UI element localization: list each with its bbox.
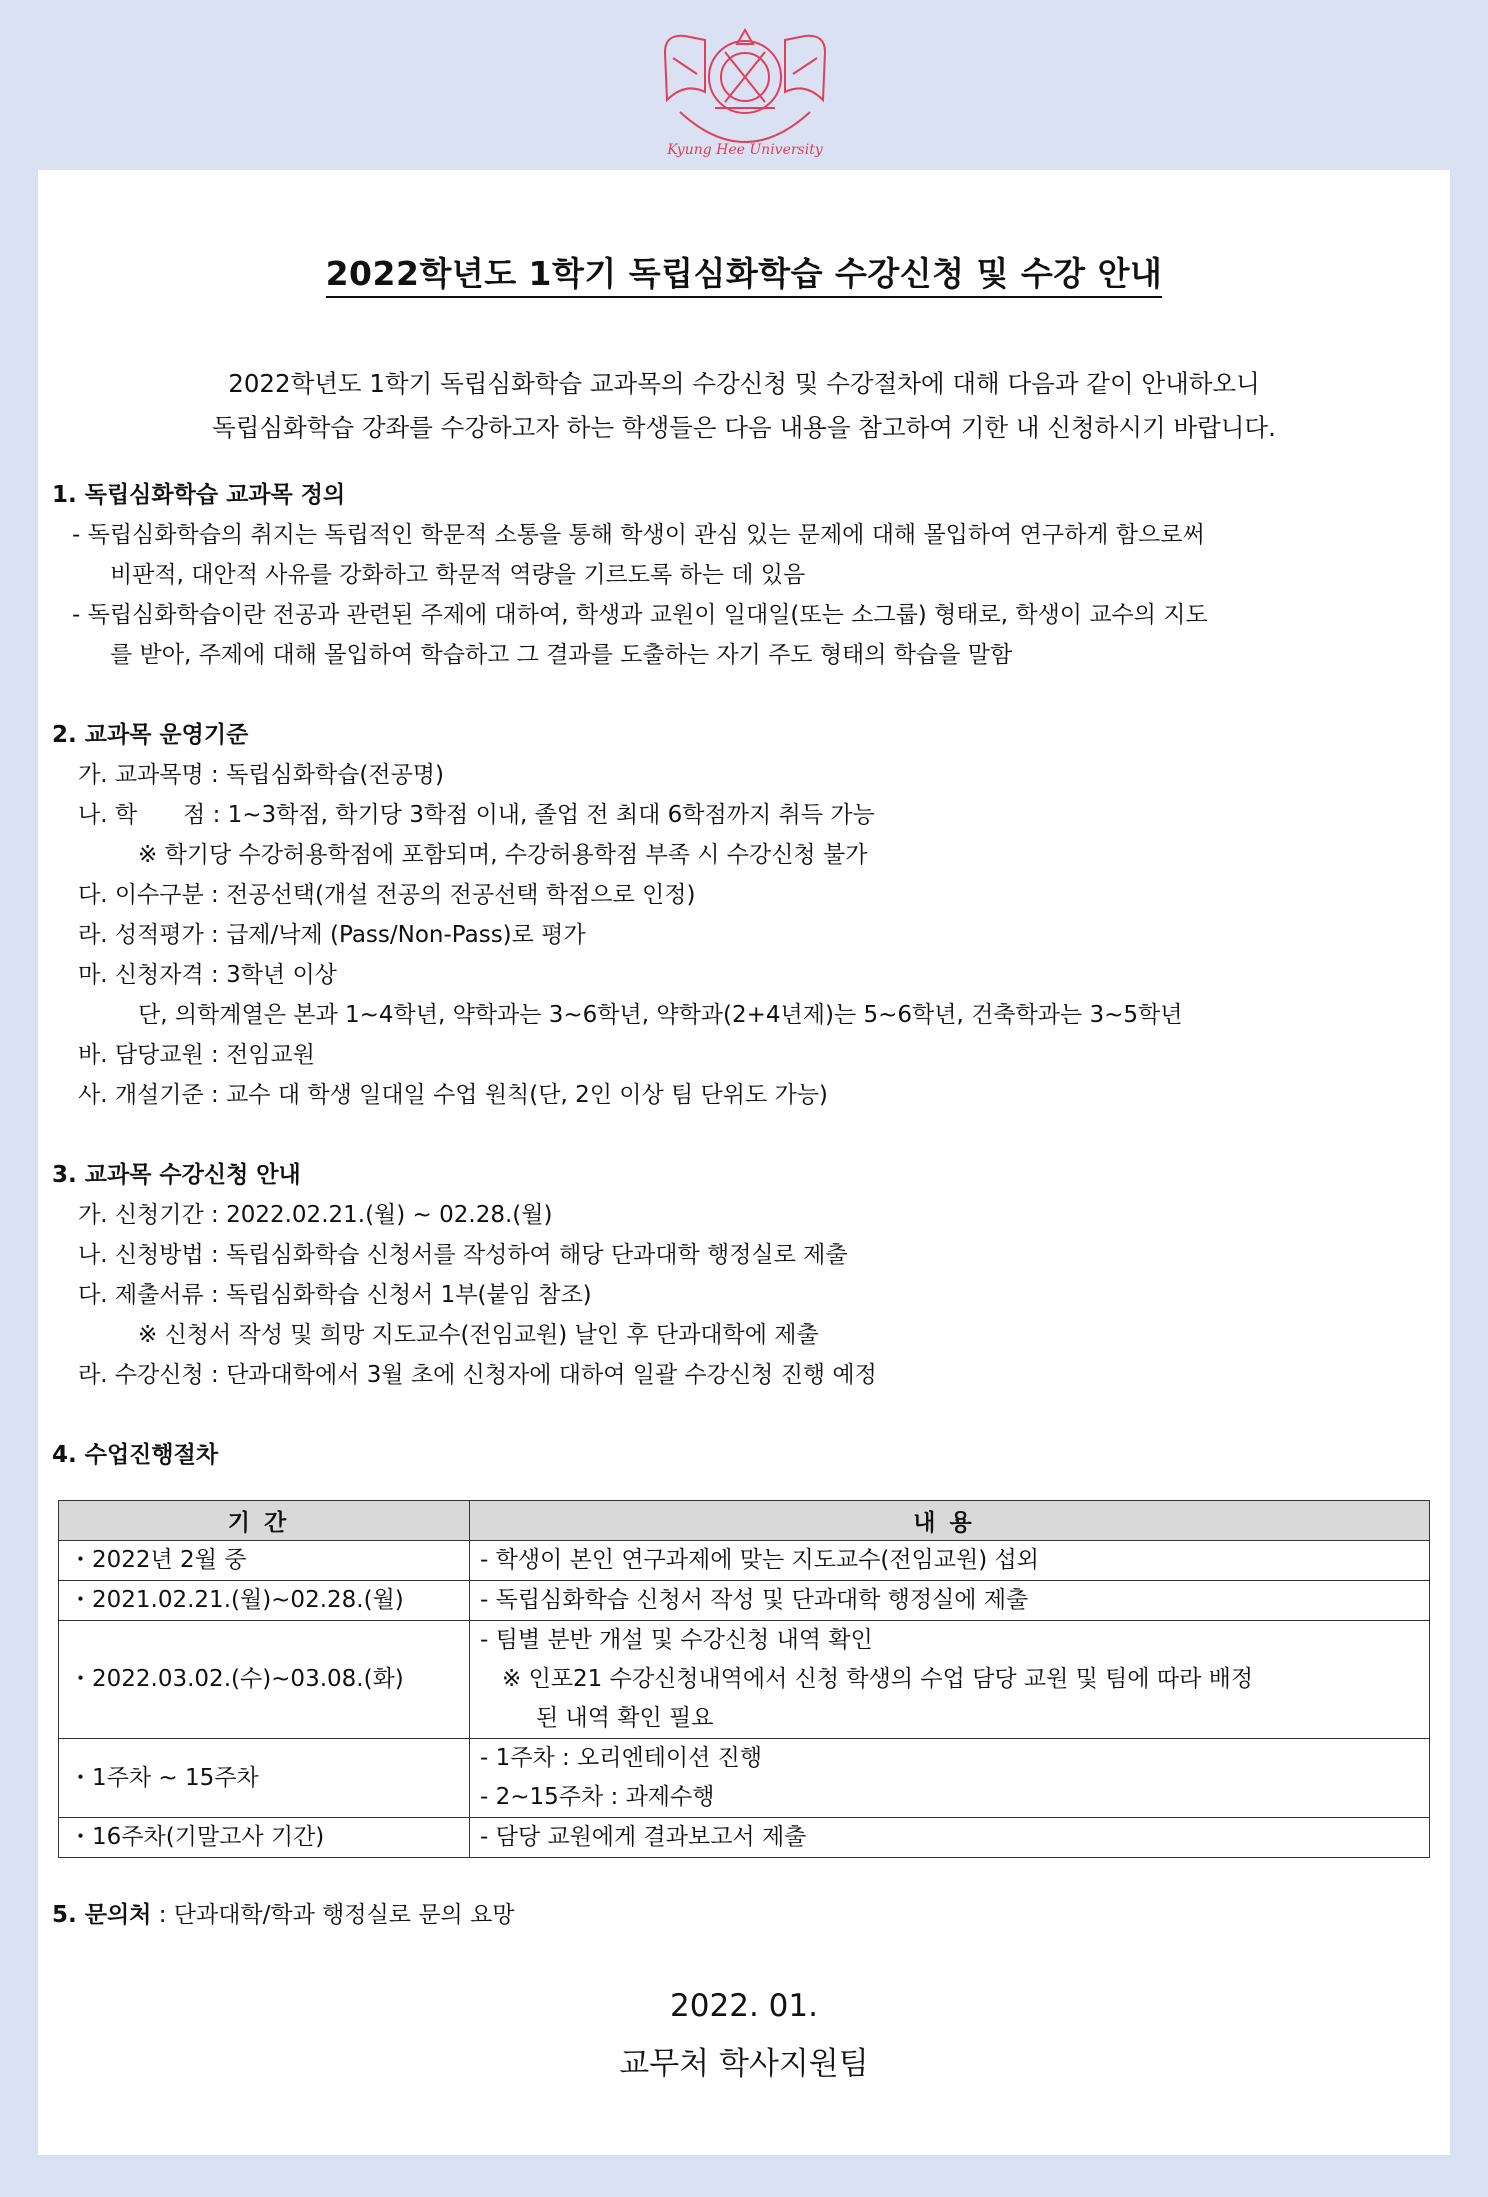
text-line: - 독립심화학습이란 전공과 관련된 주제에 대하여, 학생과 교원이 일대일(또는 소그룹) 형태로, 학생이 교수의 지도 <box>72 602 1208 628</box>
text-line: 나. 신청방법 : 독립심화학습 신청서를 작성하여 해당 단과대학 행정실로 제출 <box>78 1242 848 1268</box>
text-line: 다. 제출서류 : 독립심화학습 신청서 1부(붙임 참조) <box>78 1282 592 1308</box>
content-cell <box>470 1621 1430 1739</box>
logo-text: Kyung Hee University <box>667 142 823 158</box>
section-heading: 3. 교과목 수강신청 안내 <box>52 1162 301 1188</box>
content-line: - 학생이 본인 연구과제에 맞는 지도교수(전임교원) 섭외 <box>480 1547 1039 1573</box>
text-line: 바. 담당교원 : 전임교원 <box>78 1042 315 1068</box>
table-row <box>59 1739 1430 1818</box>
text-line: 다. 이수구분 : 전공선택(개설 전공의 전공선택 학점으로 인정) <box>78 882 696 908</box>
content-line: - 담당 교원에게 결과보고서 제출 <box>480 1824 807 1850</box>
content-cell <box>470 1818 1430 1858</box>
section-operation <box>52 715 1432 1115</box>
text-line: 라. 성적평가 : 급제/낙제 (Pass/Non-Pass)로 평가 <box>78 922 586 948</box>
text-line: 나. 학 점 : 1~3학점, 학기당 3학점 이내, 졸업 전 최대 6학점까지 취득 가능 <box>78 802 875 828</box>
intro-line: 2022학년도 1학기 독립심화학습 교과목의 수강신청 및 수강절차에 대해 다음과 같이 안내하오니 <box>228 369 1260 398</box>
section-registration <box>52 1155 1432 1395</box>
period-cell: ・2021.02.21.(월)~02.28.(월) <box>59 1581 470 1621</box>
table-row <box>59 1621 1430 1739</box>
text-line: 가. 교과목명 : 독립심화학습(전공명) <box>78 762 444 788</box>
content-line: - 1주차 : 오리엔테이션 진행 <box>480 1745 763 1771</box>
intro-line: 독립심화학습 강좌를 수강하고자 하는 학생들은 다음 내용을 참고하여 기한 내 신청하시기 바랍니다. <box>212 413 1276 442</box>
table-row <box>59 1541 1430 1581</box>
section-heading: 4. 수업진행절차 <box>52 1442 219 1468</box>
notice-document <box>38 170 1450 2155</box>
text-line: 가. 신청기간 : 2022.02.21.(월) ~ 02.28.(월) <box>78 1202 553 1228</box>
text-line: - 독립심화학습의 취지는 독립적인 학문적 소통을 통해 학생이 관심 있는 문제에 대해 몰입하여 연구하게 함으로써 <box>72 522 1205 548</box>
issue-date: 2022. 01. <box>670 1988 818 2024</box>
section-heading: 2. 교과목 운영기준 <box>52 722 249 748</box>
text-line: ※ 신청서 작성 및 희망 지도교수(전임교원) 날인 후 단과대학에 제출 <box>138 1322 819 1348</box>
text-line: 를 받아, 주제에 대해 몰입하여 학습하고 그 결과를 도출하는 자기 주도 형태의 학습을 말함 <box>110 642 1013 668</box>
column-header-content: 내용 <box>470 1501 1430 1541</box>
procedure-table <box>58 1500 1430 1858</box>
page-title: 2022학년도 1학기 독립심화학습 수강신청 및 수강 안내 <box>38 248 1450 295</box>
text-line: 단, 의학계열은 본과 1~4학년, 약학과는 3~6학년, 약학과(2+4년제)는 5~6학년, 건축학과는 3~5학년 <box>138 1002 1183 1028</box>
content-line: ※ 인포21 수강신청내역에서 신청 학생의 수업 담당 교원 및 팀에 따라 배정 <box>502 1666 1254 1692</box>
issuing-office: 교무처 학사지원팀 <box>619 2046 869 2082</box>
university-seal-logo <box>645 22 845 162</box>
text-line: 사. 개설기준 : 교수 대 학생 일대일 수업 원칙(단, 2인 이상 팀 단위도 가능) <box>78 1082 828 1108</box>
table-header-row <box>59 1501 1430 1541</box>
intro-paragraph <box>38 362 1450 450</box>
header-band <box>0 0 1488 170</box>
content-line: - 2~15주차 : 과제수행 <box>480 1784 715 1810</box>
table-row <box>59 1818 1430 1858</box>
content-line: 된 내역 확인 필요 <box>536 1705 714 1731</box>
content-line: - 독립심화학습 신청서 작성 및 단과대학 행정실에 제출 <box>480 1587 1029 1613</box>
content-cell <box>470 1739 1430 1818</box>
section-heading: 5. 문의처 <box>52 1902 152 1928</box>
text-line: 비판적, 대안적 사유를 강화하고 학문적 역량을 기르도록 하는 데 있음 <box>110 562 806 588</box>
text-line: 마. 신청자격 : 3학년 이상 <box>78 962 337 988</box>
period-cell: ・16주차(기말고사 기간) <box>59 1818 470 1858</box>
period-cell: ・1주차 ~ 15주차 <box>59 1739 470 1818</box>
period-cell: ・2022년 2월 중 <box>59 1541 470 1581</box>
text-line: 라. 수강신청 : 단과대학에서 3월 초에 신청자에 대하여 일괄 수강신청 진행 예정 <box>78 1362 877 1388</box>
text-line: ※ 학기당 수강허용학점에 포함되며, 수강허용학점 부족 시 수강신청 불가 <box>138 842 868 868</box>
contact-text: : 단과대학/학과 행정실로 문의 요망 <box>151 1902 515 1928</box>
section-heading: 1. 독립심화학습 교과목 정의 <box>52 482 346 508</box>
section-contact <box>52 1895 515 1935</box>
period-cell: ・2022.03.02.(수)~03.08.(화) <box>59 1621 470 1739</box>
section-definition <box>52 475 1432 675</box>
table-row <box>59 1581 1430 1621</box>
content-cell <box>470 1541 1430 1581</box>
section-procedure <box>52 1435 218 1475</box>
content-line: - 팀별 분반 개설 및 수강신청 내역 확인 <box>480 1627 873 1653</box>
column-header-period: 기간 <box>59 1501 470 1541</box>
content-cell <box>470 1581 1430 1621</box>
